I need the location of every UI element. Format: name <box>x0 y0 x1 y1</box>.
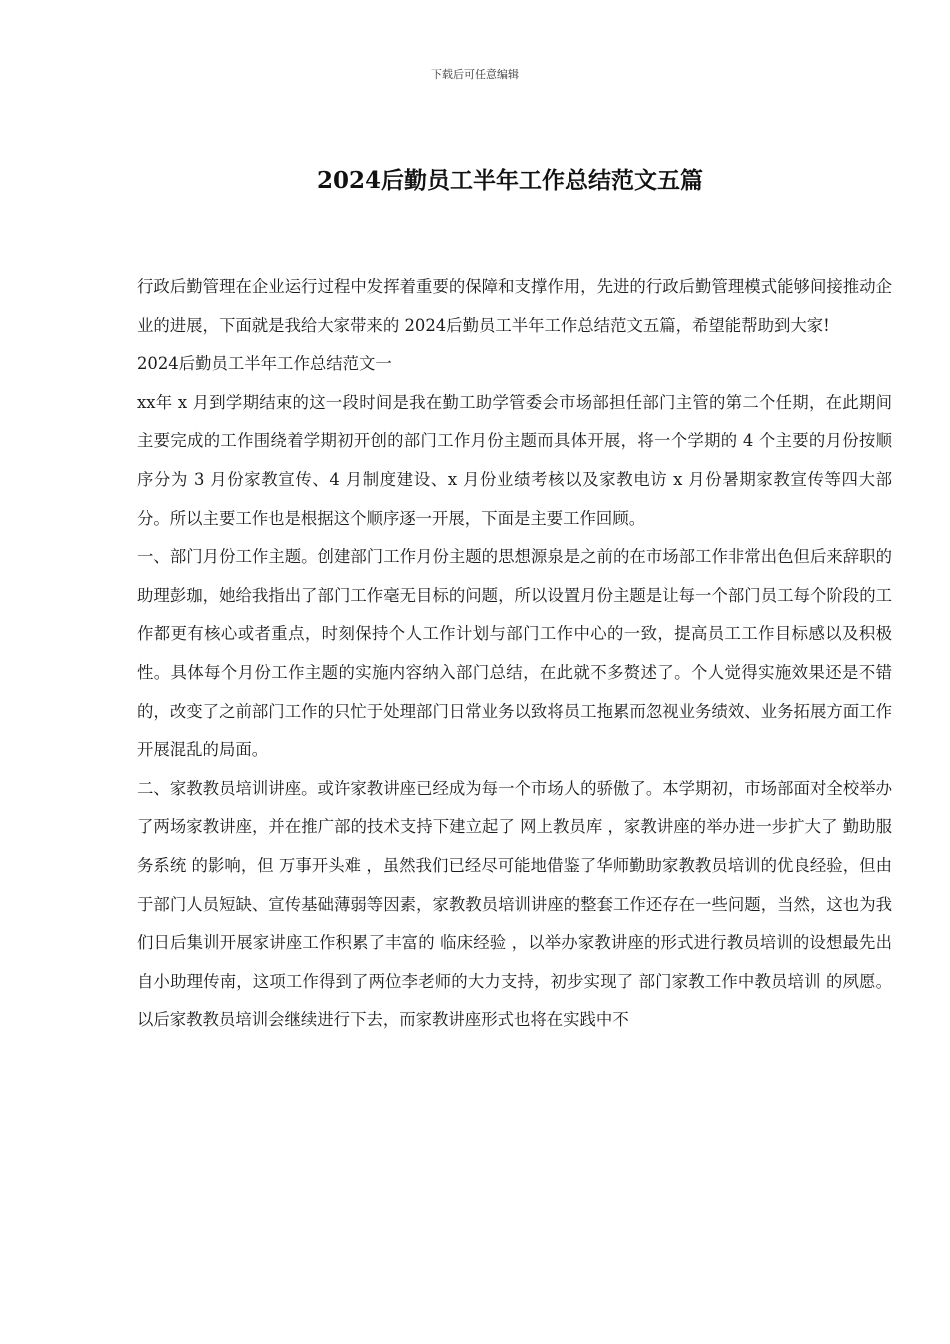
body-paragraph: 一、部门月份工作主题。创建部门工作月份主题的思想源泉是之前的在市场部工作非常出色但后来辞职的助理彭珈，她给我指出了部门工作毫无目标的问题，所以设置月份主题是让每一个部门员工每个阶段的工作都更有核心或者重点，时刻保持个人工作计划与部门工作中心的一致，提高员工工作目标感以及积极性。具体每个月份工作主题的实施内容纳入部门总结，在此就不多赘述了。个人觉得实施效果还是不错的，改变了之前部门工作的只忙于处理部门日常业务以致将员工拖累而忽视业务绩效、业务拓展方面工作开展混乱的局面。 <box>137 547 892 760</box>
intro-paragraph: 行政后勤管理在企业运行过程中发挥着重要的保障和支撑作用，先进的行政后勤管理模式能够间接推动企业的进展，下面就是我给大家带来的 2024后勤员工半年工作总结范文五篇，希望能帮助到大家! <box>137 277 892 335</box>
body-paragraph: xx年 x 月到学期结束的这一段时间是我在勤工助学管委会市场部担任部门主管的第二个任期，在此期间主要完成的工作围绕着学期初开创的部门工作月份主题而具体开展，将一个学期的 4 个主要的月份按顺序分为 3 月份家教宣传、4 月制度建设、x 月份业绩考核以及家教电访 x 月份暑期家教宣传等四大部分。所以主要工作也是根据这个顺序逐一开展，下面是主要工作回顾。 <box>137 392 892 528</box>
document-body <box>137 268 892 1040</box>
body-paragraph: 二、家教教员培训讲座。或许家教讲座已经成为每一个市场人的骄傲了。本学期初，市场部面对全校举办了两场家教讲座，并在推广部的技术支持下建立起了 网上教员库 ，家教讲座的举办进一步扩大了 勤助服务系统 的影响，但 万事开头难 ，虽然我们已经尽可能地借鉴了华师勤助家教教员培训的优良经验，但由于部门人员短缺、宣传基础薄弱等因素，家教教员培训讲座的整套工作还存在一些问题，当然，这也为我们日后集训开展家讲座工作积累了丰富的 临床经验 ，以举办家教讲座的形式进行教员培训的设想最先出自小助理传南，这项工作得到了两位李老师的大力支持，初步实现了 部门家教工作中教员培训 的夙愿。以后家教教员培训会继续进行下去，而家教讲座形式也将在实践中不 <box>137 778 892 1030</box>
section-heading: 2024后勤员工半年工作总结范文一 <box>137 354 392 374</box>
document-title: 2024后勤员工半年工作总结范文五篇 <box>316 167 703 194</box>
header-note: 下载后可任意编辑 <box>431 68 519 81</box>
